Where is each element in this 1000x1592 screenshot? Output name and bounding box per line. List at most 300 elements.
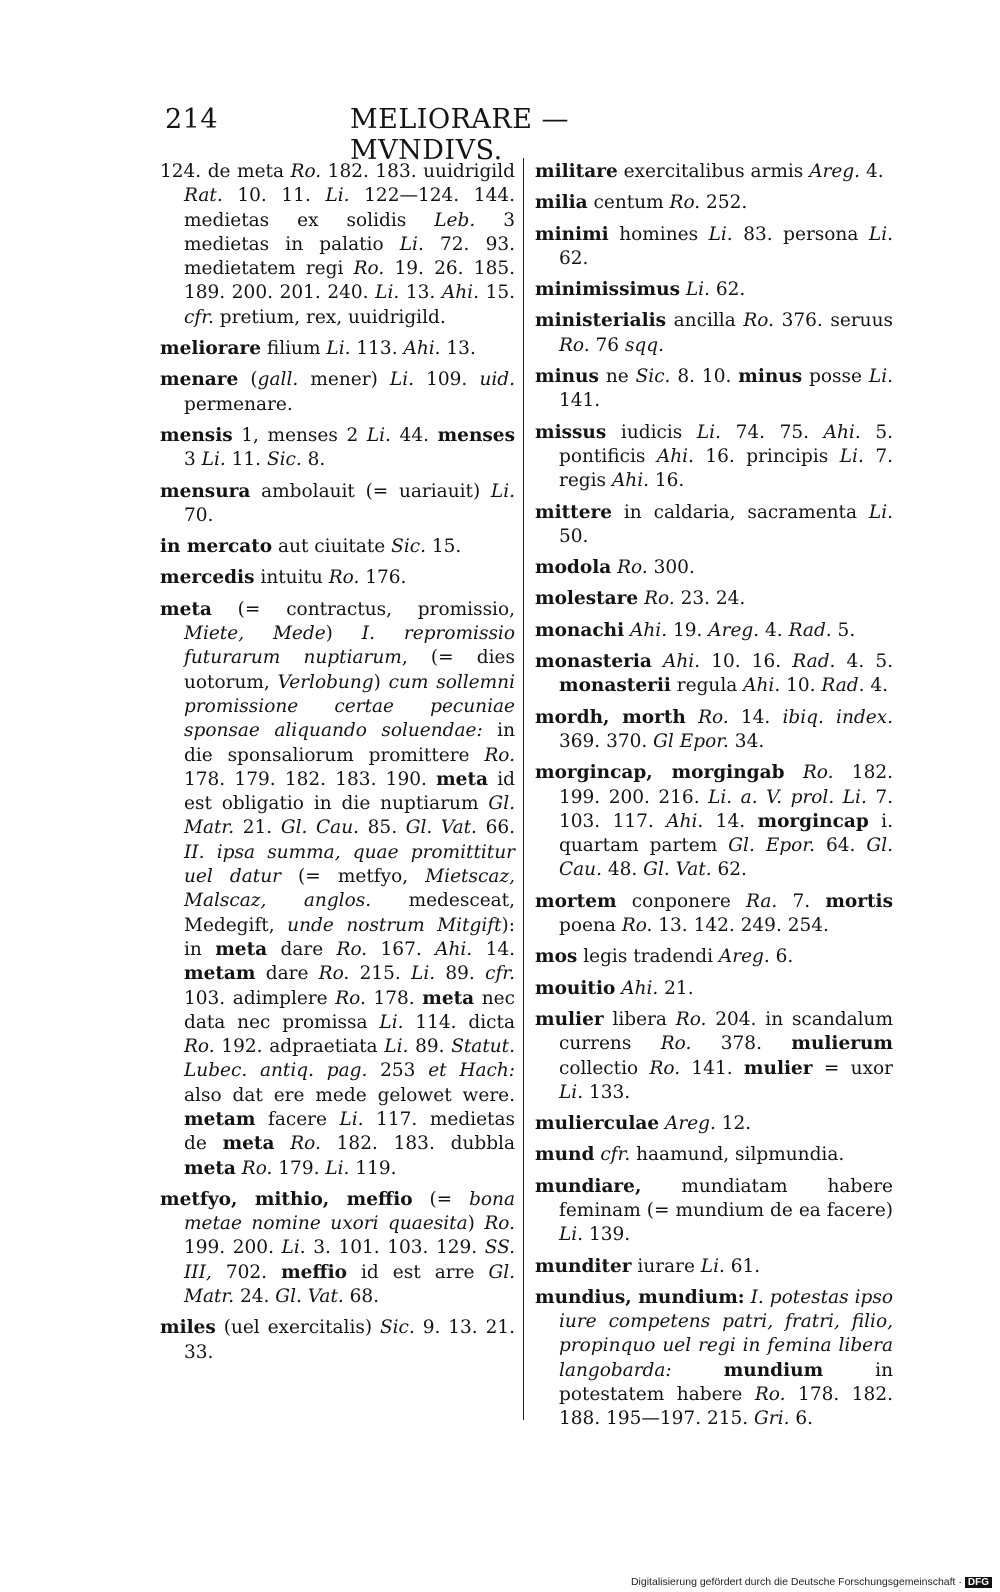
entry-text: 178. 179. 182. 183. 190.: [184, 768, 437, 790]
right-column: [535, 160, 893, 1439]
dictionary-entry: [535, 278, 893, 302]
reference: Gl. Vat.: [643, 859, 712, 881]
reference: Ahi.: [403, 338, 441, 360]
entry-text: mener): [298, 369, 390, 391]
entry-text: 19. 26. 185. 189. 200. 201. 240.: [184, 258, 515, 304]
entry-text: 3 medietas in palatio: [184, 209, 515, 255]
entry-text: 72. 93. medietatem regi: [184, 233, 516, 280]
reference: II. ipsa summa, quae promittitur uel datur: [184, 841, 515, 888]
entry-text: 124. de meta: [160, 161, 291, 182]
reference: Ro.: [644, 588, 675, 610]
entry-text: 62.: [709, 279, 746, 301]
dictionary-entry: [535, 650, 893, 699]
reference: Li. a. V. prol.: [708, 786, 835, 808]
headword: mouitio: [535, 977, 616, 999]
entry-text: 4. 5.: [835, 651, 893, 673]
reference: Ro.: [290, 1133, 321, 1155]
entry-text: 109.: [414, 369, 480, 391]
headword: meffio: [281, 1261, 347, 1283]
reference: bona metae nomine uxori quaesita: [184, 1188, 515, 1235]
reference: Ro.: [754, 1384, 786, 1406]
entry-text: 8. 10.: [670, 366, 739, 388]
reference: Li.: [868, 501, 893, 523]
dictionary-entry: [535, 890, 893, 939]
reference: Ro.: [649, 1057, 681, 1079]
entry-text: 14.: [703, 810, 758, 832]
entry-text: 5.: [831, 619, 856, 641]
dictionary-entry: [535, 1175, 893, 1248]
dictionary-entry: [535, 191, 893, 215]
headword: monachi: [535, 619, 625, 641]
headword: in mercato: [160, 536, 273, 558]
entry-text: 21.: [234, 817, 281, 839]
column-divider: [523, 158, 524, 1420]
entry-text: ): in: [184, 914, 515, 960]
entry-text: 139.: [583, 1224, 631, 1246]
entry-text: 133.: [583, 1081, 631, 1103]
headword: mulier: [535, 1008, 604, 1030]
headword: metam: [184, 963, 256, 985]
entry-text: 192. adpraetiata: [214, 1036, 385, 1058]
entry-text: 5. pontificis: [559, 421, 893, 467]
entry-text: 114. dicta: [403, 1011, 515, 1033]
reference: Gl. Cau.: [559, 835, 893, 881]
entry-text: 13.: [440, 338, 476, 360]
headword: mulierculae: [535, 1113, 660, 1135]
reference: Rad.: [792, 651, 836, 673]
entry-text: 122—124. 144. medietas ex solidis: [184, 185, 515, 231]
entry-text: i. quartam partem: [559, 810, 893, 857]
reference: Areg.: [718, 946, 770, 968]
entry-text: 13.: [399, 282, 442, 304]
entry-text: 83. persona: [732, 223, 869, 245]
entry-text: 178.: [365, 987, 423, 1009]
reference: Ro.: [617, 557, 648, 579]
dictionary-entry: [160, 1316, 515, 1365]
entry-text: 1, menses 2: [232, 424, 367, 446]
reference: Ahi.: [621, 977, 659, 999]
headword: meliorare: [160, 338, 261, 360]
headword: munditer: [535, 1255, 632, 1277]
reference: Ro.: [698, 706, 729, 728]
entry-text: 4.: [864, 675, 889, 697]
dictionary-entry: [535, 977, 893, 1001]
dictionary-entry: [535, 587, 893, 611]
reference: Ahi.: [611, 470, 650, 492]
entry-text: 252.: [700, 192, 748, 214]
dictionary-entry: [160, 598, 515, 1181]
reference: Miete, Mede: [184, 623, 326, 645]
dictionary-entry: [535, 945, 893, 969]
dictionary-entry: [160, 480, 515, 529]
entry-text: facere: [255, 1108, 340, 1130]
headword: mensura: [160, 480, 251, 502]
headword: militare: [535, 161, 618, 182]
entry-text: (= metfyo,: [280, 866, 426, 888]
entry-text: 48.: [601, 859, 644, 881]
dictionary-entry: [160, 1188, 515, 1309]
entry-text: 7. 103. 117.: [559, 786, 893, 832]
reference: ibiq. index.: [782, 706, 893, 728]
left-column: [160, 160, 515, 1372]
entry-text: filium: [261, 338, 327, 360]
entry-text: ): [373, 671, 389, 693]
headword: meta: [222, 1133, 275, 1155]
dictionary-entry: [535, 1112, 893, 1136]
dictionary-entry: [535, 223, 893, 272]
dictionary-entry: [535, 365, 893, 414]
entry-text: permenare.: [184, 393, 293, 415]
entry-text: 66.: [476, 817, 516, 839]
reference: Ro.: [353, 258, 385, 280]
entry-text: 119.: [349, 1157, 397, 1179]
entry-text: 8.: [301, 449, 326, 471]
entry-text: 19.: [667, 619, 709, 641]
credit-text: Digitalisierung gefördert durch die Deutsche Forschungsgemeinschaft ·: [630, 1576, 962, 1588]
entry-text: 176.: [359, 567, 407, 589]
reference: Gl. Epor.: [728, 835, 816, 857]
reference: Verlobung: [277, 671, 374, 693]
entry-text: 10. 16.: [700, 651, 793, 673]
reference: gall.: [257, 369, 299, 391]
reference: Ahi.: [666, 810, 704, 832]
dictionary-entry: [535, 501, 893, 550]
reference: Li.: [868, 223, 893, 245]
headword: meta: [422, 987, 475, 1009]
headword: mercedis: [160, 567, 255, 589]
entry-text: 15.: [478, 282, 515, 304]
reference: Li.: [708, 223, 733, 245]
entry-text: medesceat, Medegift,: [184, 890, 515, 936]
headword: morgincap: [757, 810, 869, 832]
headword: minimissimus: [535, 279, 680, 301]
reference: Li.: [201, 449, 226, 471]
dictionary-entry: [535, 556, 893, 580]
entry-text: libera: [603, 1008, 676, 1030]
headword: mulier: [743, 1057, 813, 1079]
headword: minimi: [535, 223, 609, 245]
entry-text: pretium, rex, uuidrigild.: [213, 306, 446, 328]
reference: cfr.: [600, 1144, 631, 1166]
entry-text: (: [238, 369, 258, 391]
headword: mulierum: [791, 1033, 893, 1055]
headword: miles: [160, 1317, 216, 1339]
entry-text: (= contractus, promissio,: [211, 598, 515, 620]
reference: Li.: [559, 1224, 584, 1246]
dictionary-entry: [160, 535, 515, 559]
reference: Li.: [490, 480, 515, 502]
entry-text: legis tradendi: [577, 946, 719, 968]
headword: meta: [184, 1157, 236, 1179]
reference: Li.: [868, 366, 893, 388]
entry-text: 89.: [435, 963, 486, 985]
headword: minus: [535, 366, 599, 388]
entry-text: 3: [184, 449, 202, 471]
dictionary-entry: [535, 1255, 893, 1279]
entry-text: = uxor: [812, 1057, 894, 1079]
headword: modola: [535, 557, 612, 579]
entry-text: 64.: [815, 835, 867, 857]
reference: cfr.: [184, 306, 214, 328]
reference: Ro.: [660, 1033, 692, 1055]
reference: Areg.: [665, 1113, 716, 1135]
reference: Rad.: [821, 675, 865, 697]
dictionary-entry: [160, 337, 515, 361]
entry-text: 7. regis: [559, 445, 893, 492]
entry-text: 182. 199. 200. 216.: [559, 762, 893, 808]
entry-text: ): [467, 1213, 485, 1235]
entry-text: 253: [367, 1060, 429, 1082]
entry-text: ne: [598, 366, 636, 388]
reference: Ro.: [336, 938, 368, 960]
entry-text: dare: [267, 938, 337, 960]
reference: Gl. Matr.: [184, 793, 515, 839]
entry-text: mundiatam habere feminam (= mundium de ea facere): [559, 1175, 893, 1221]
headword: mortem: [535, 890, 617, 912]
headword: molestare: [535, 588, 639, 610]
reference: Ro.: [184, 1036, 215, 1058]
headword: missus: [535, 421, 607, 443]
digitization-credit: [631, 1576, 992, 1588]
entry-text: [785, 762, 803, 783]
reference: Ro.: [675, 1008, 707, 1030]
entry-text: 16.: [649, 470, 685, 492]
headword: mundiare,: [535, 1175, 642, 1197]
dictionary-entry: [535, 160, 893, 184]
headword: meta: [215, 938, 268, 960]
reference: Li.: [700, 1255, 725, 1277]
reference: Gl Epor.: [653, 730, 729, 752]
entry-text: 23. 24.: [674, 588, 746, 610]
entry-text: 103. adimplere: [184, 987, 336, 1009]
reference: sqq.: [624, 334, 664, 356]
reference: Ro.: [669, 192, 701, 214]
entry-text: intuitu: [254, 567, 329, 589]
reference: Ro.: [621, 915, 653, 937]
entry-text: 89.: [408, 1036, 452, 1058]
entry-text: 182. 183. uuidrigild: [321, 161, 515, 182]
reference: Statut. Lubec. antiq. pag.: [184, 1036, 515, 1082]
entry-text: ambolauit (= uariauit): [250, 480, 491, 502]
entry-text: 141.: [559, 390, 601, 412]
reference: Gl. Cau.: [280, 817, 360, 839]
reference: Li.: [559, 1081, 584, 1103]
entry-text: 15.: [425, 536, 462, 558]
entry-text: 68.: [343, 1286, 380, 1308]
entry-text: posse: [802, 366, 869, 388]
entry-text: 11.: [225, 449, 267, 471]
entry-text: 369. 370.: [559, 730, 654, 752]
entry-text: centum: [587, 192, 670, 214]
reference: Li.: [839, 445, 864, 467]
dfg-logo: DFG: [965, 1577, 992, 1588]
entry-text: 117. medietas de: [184, 1108, 515, 1155]
entry-text: (=: [412, 1188, 470, 1210]
entry-text: 113.: [350, 338, 404, 360]
reference: Mietscaz, Malscaz, anglos.: [184, 866, 515, 912]
headword: mundium: [723, 1359, 824, 1381]
reference: Ro.: [335, 987, 366, 1009]
reference: Ro.: [743, 310, 774, 332]
headword: mordh, morth: [535, 706, 686, 728]
entry-text: 702.: [211, 1261, 282, 1283]
entry-text: dare: [255, 963, 319, 985]
entry-text: 13. 142. 249. 254.: [652, 915, 829, 937]
entry-text: id est obligatio in die nuptiarum: [184, 768, 515, 815]
reference: I. repromissio futurarum nuptiarum: [184, 623, 515, 669]
reference: Li.: [379, 1011, 404, 1033]
headword: monasterii: [559, 675, 671, 697]
entry-text: 21.: [658, 977, 694, 999]
reference: Li.: [685, 279, 710, 301]
headword: mittere: [535, 501, 612, 523]
reference: Gl. Vat.: [405, 817, 477, 839]
entry-text: [686, 707, 698, 728]
headword: mortis: [825, 890, 893, 912]
reference: Ra.: [746, 890, 778, 912]
headword: minus: [738, 366, 803, 388]
reference: Ahi.: [630, 619, 668, 641]
headword: mensis: [160, 424, 233, 446]
entry-text: iudicis: [606, 421, 697, 443]
entry-text: 76: [589, 334, 625, 356]
entry-text: 179.: [272, 1157, 326, 1179]
entry-text: 50.: [559, 525, 589, 547]
dictionary-entry: [160, 566, 515, 590]
entry-text: 167.: [367, 938, 436, 960]
entry-text: [672, 1360, 724, 1381]
entry-text: 62.: [559, 247, 589, 269]
entry-text: also dat ere mede gelowet were.: [184, 1084, 515, 1106]
entry-text: 24.: [234, 1286, 276, 1308]
entry-text: 199. 200.: [184, 1237, 282, 1259]
headword: monasteria: [535, 651, 652, 673]
reference: Sic.: [635, 366, 671, 388]
dictionary-entry: [535, 761, 893, 882]
dictionary-entry: [160, 368, 515, 417]
entry-text: [834, 787, 843, 808]
entry-text: 376. seruus: [773, 310, 893, 332]
reference: Ahi.: [663, 651, 701, 673]
reference: Li.: [375, 282, 400, 304]
entry-text: [274, 1133, 290, 1154]
reference: Rat.: [184, 185, 223, 207]
headword: milia: [535, 192, 588, 214]
entry-text: 61.: [724, 1255, 761, 1277]
reference: Gl. Matr.: [184, 1261, 516, 1308]
entry-text: poena: [559, 915, 622, 937]
reference: Ro.: [802, 762, 834, 784]
entry-text: 62.: [711, 859, 747, 881]
dictionary-entry: [535, 706, 893, 755]
entry-text: 85.: [359, 817, 406, 839]
reference: Ro.: [318, 963, 350, 985]
reference: Gri.: [754, 1408, 790, 1430]
entry-text: 215.: [349, 963, 412, 985]
entry-text: 182. 183. dubbla: [320, 1133, 515, 1155]
reference: Li.: [696, 421, 721, 443]
entry-text: (uel exercitalis): [215, 1317, 380, 1339]
reference: Ahi.: [823, 421, 861, 443]
entry-text: haamund, silpmundia.: [630, 1144, 845, 1166]
entry-text: 14.: [472, 938, 515, 960]
entry-text: 9. 13. 21. 33.: [184, 1317, 515, 1363]
headword: morgincap, morgingab: [535, 762, 785, 784]
headword: meta: [160, 598, 212, 620]
entry-text: ancilla: [666, 310, 744, 332]
entry-text: id est arre: [346, 1261, 489, 1283]
reference: et Hach:: [428, 1060, 515, 1082]
reference: Sic.: [391, 536, 426, 558]
entry-text: 14.: [728, 706, 783, 728]
entry-text: exercitalibus armis: [617, 161, 810, 182]
reference: Li.: [384, 1036, 409, 1058]
dictionary-entry: [535, 619, 893, 643]
reference: Ahi.: [656, 445, 694, 467]
entry-text: homines: [608, 223, 709, 245]
headword: ministerialis: [535, 310, 667, 332]
reference: Ahi.: [435, 938, 473, 960]
entry-text: 34.: [728, 730, 765, 752]
dictionary-entry: [535, 1286, 893, 1432]
entry-text: conponere: [616, 890, 747, 912]
dictionary-entry: [160, 160, 515, 330]
entry-text: 6.: [769, 946, 794, 968]
reference: Li.: [389, 369, 414, 391]
entry-text: 178. 182. 188. 195—197. 215.: [559, 1384, 893, 1430]
reference: Ro.: [559, 334, 590, 356]
entry-text: 70.: [184, 504, 214, 526]
dictionary-entry: [535, 1143, 893, 1167]
reference: Ahi.: [441, 282, 479, 304]
entry-text: 44.: [390, 424, 438, 446]
reference: Ro.: [484, 1213, 515, 1235]
reference: Sic.: [266, 449, 302, 471]
entry-text: 12.: [715, 1113, 752, 1135]
page-header: [165, 104, 685, 166]
reference: Li.: [842, 786, 867, 808]
entry-text: 378.: [691, 1033, 792, 1055]
entry-text: 10. 11.: [222, 185, 326, 207]
headword: metfyo, mithio, meffio: [160, 1188, 413, 1210]
entry-text: in caldaria, sacramenta: [611, 501, 869, 523]
headword: meta: [436, 768, 488, 790]
headword: mund: [535, 1144, 595, 1166]
reference: Areg.: [809, 161, 861, 182]
entry-text: 3. 101. 103. 129.: [305, 1237, 485, 1259]
entry-text: aut ciuitate: [272, 536, 392, 558]
reference: Li.: [411, 963, 436, 985]
entry-text: nec data nec promissa: [184, 987, 515, 1033]
entry-text: 4.: [759, 619, 789, 641]
entry-text: 10.: [780, 675, 822, 697]
reference: Li.: [366, 424, 391, 446]
entry-text: , (= dies uotorum,: [184, 647, 515, 693]
entry-text: ): [325, 623, 362, 645]
entry-text: regula: [670, 675, 744, 697]
reference: Ro.: [241, 1157, 273, 1179]
reference: Li.: [399, 233, 424, 255]
entry-text: in die sponsaliorum promittere: [184, 720, 515, 766]
reference: unde nostrum Mitgift: [287, 914, 502, 936]
entry-text: 6.: [789, 1408, 813, 1430]
reference: Rad.: [788, 619, 832, 641]
entry-text: collectio: [559, 1057, 650, 1079]
entry-text: 141.: [680, 1057, 744, 1079]
reference: cfr.: [485, 963, 515, 985]
entry-text: 7.: [777, 890, 826, 912]
entry-text: in potestatem habere: [559, 1359, 893, 1406]
